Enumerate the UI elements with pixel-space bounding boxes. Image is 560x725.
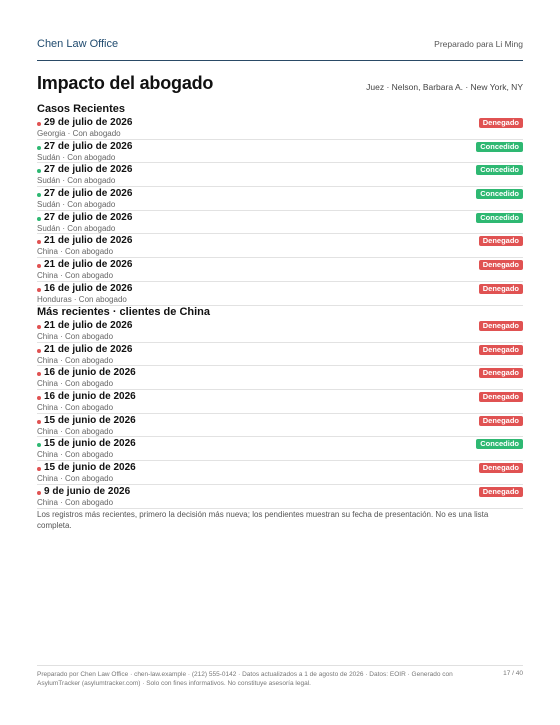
case-date: 9 de junio de 2026 [44,485,131,497]
section-heading: Más recientes · clientes de China [37,306,211,318]
status-badge: Denegado [479,118,523,128]
footer-divider [37,665,523,666]
case-date: 27 de julio de 2026 [44,140,133,152]
case-date: 15 de junio de 2026 [44,414,136,426]
status-dot-icon [37,122,41,126]
status-dot-icon [37,396,41,400]
case-details: Georgia · Con abogado [37,129,121,138]
page-footer: Preparado por Chen Law Office · chen-law.example · (212) 555-0142 · Datos actualizados a 1 de agosto de 2026 · Datos: EOIR · Generado con AsylumTracker (asylumtracker.com) · Solo con fines informativos. No constituye asesoría legal. [37,671,453,687]
case-date: 21 de julio de 2026 [44,320,133,331]
case-row [37,282,523,306]
status-badge: Concedido [476,439,523,449]
case-date: 16 de julio de 2026 [44,282,133,294]
status-dot-icon [37,217,41,221]
case-details: China · Con abogado [37,426,114,436]
list-note: Los registros más recientes, primero la decisión más nueva; los pendientes muestran su fecha de presentación. No es una lista completa. [37,510,489,530]
status-badge: Denegado [479,368,523,378]
case-details: China · Con abogado [37,332,114,341]
status-dot-icon [37,349,41,353]
page-title: Impacto del abogado [37,73,214,93]
case-details: Sudán · Con abogado [37,176,116,186]
prepared-for: Preparado para Li Ming [434,39,523,49]
case-details: China · Con abogado [37,474,114,484]
case-row [37,437,523,461]
status-dot-icon [37,146,41,150]
status-badge: Concedido [476,142,523,152]
case-date: 21 de julio de 2026 [44,259,133,271]
status-dot-icon [37,193,41,197]
case-date: 16 de junio de 2026 [44,391,136,403]
status-dot-icon [37,372,41,376]
status-dot-icon [37,420,41,424]
status-dot-icon [37,443,41,447]
case-details: China · Con abogado [37,271,114,281]
case-date: 27 de julio de 2026 [44,211,133,223]
status-badge: Denegado [479,416,523,426]
case-date: 29 de julio de 2026 [44,117,133,128]
case-row [37,414,523,438]
status-badge: Denegado [479,345,523,355]
case-row [37,140,523,164]
status-badge: Denegado [479,284,523,294]
status-dot-icon [37,264,41,268]
case-row [37,390,523,414]
case-date: 27 de julio de 2026 [44,188,133,200]
case-details: China · Con abogado [37,403,114,413]
case-row [37,366,523,390]
case-details: China · Con abogado [37,497,114,507]
case-row [37,258,523,282]
status-dot-icon [37,467,41,471]
case-row [37,163,523,187]
case-date: 27 de julio de 2026 [44,164,133,176]
status-dot-icon [37,169,41,173]
case-row [37,485,523,509]
status-badge: Concedido [476,213,523,223]
status-badge: Concedido [476,165,523,175]
case-details: China · Con abogado [37,450,114,460]
status-badge: Denegado [479,260,523,270]
status-dot-icon [37,491,41,495]
case-row [37,319,523,343]
section-china-clients [37,306,523,509]
status-badge: Denegado [479,463,523,473]
case-details: China · Con abogado [37,247,114,257]
case-row [37,116,523,140]
section-recent-cases [37,103,523,306]
judge-meta: Juez · Nelson, Barbara A. · New York, NY [366,82,523,92]
case-date: 15 de junio de 2026 [44,462,136,474]
case-list [37,116,523,306]
case-details: China · Con abogado [37,355,114,365]
case-date: 21 de julio de 2026 [44,235,133,247]
section-heading: Casos Recientes [37,103,126,115]
case-date: 16 de junio de 2026 [44,367,136,379]
status-dot-icon [37,240,41,244]
case-details: Honduras · Con abogado [37,294,127,304]
status-badge: Concedido [476,189,523,199]
case-date: 15 de junio de 2026 [44,438,136,450]
status-dot-icon [37,288,41,292]
case-list [37,319,523,509]
page-header [37,38,523,54]
status-badge: Denegado [479,236,523,246]
case-details: Sudán · Con abogado [37,223,116,233]
document-page [37,0,523,725]
brand-name: Chen Law Office [37,38,119,50]
case-row [37,343,523,367]
status-dot-icon [37,325,41,329]
case-date: 21 de julio de 2026 [44,343,133,355]
status-badge: Denegado [479,321,523,331]
case-row [37,187,523,211]
case-row [37,461,523,485]
case-details: China · Con abogado [37,379,114,389]
status-badge: Denegado [479,392,523,402]
case-details: Sudán · Con abogado [37,200,116,210]
status-badge: Denegado [479,487,523,497]
case-details: Sudán · Con abogado [37,152,116,162]
case-row [37,211,523,235]
header-divider [37,60,523,61]
page-number: 17 / 40 [503,670,523,677]
case-row [37,234,523,258]
